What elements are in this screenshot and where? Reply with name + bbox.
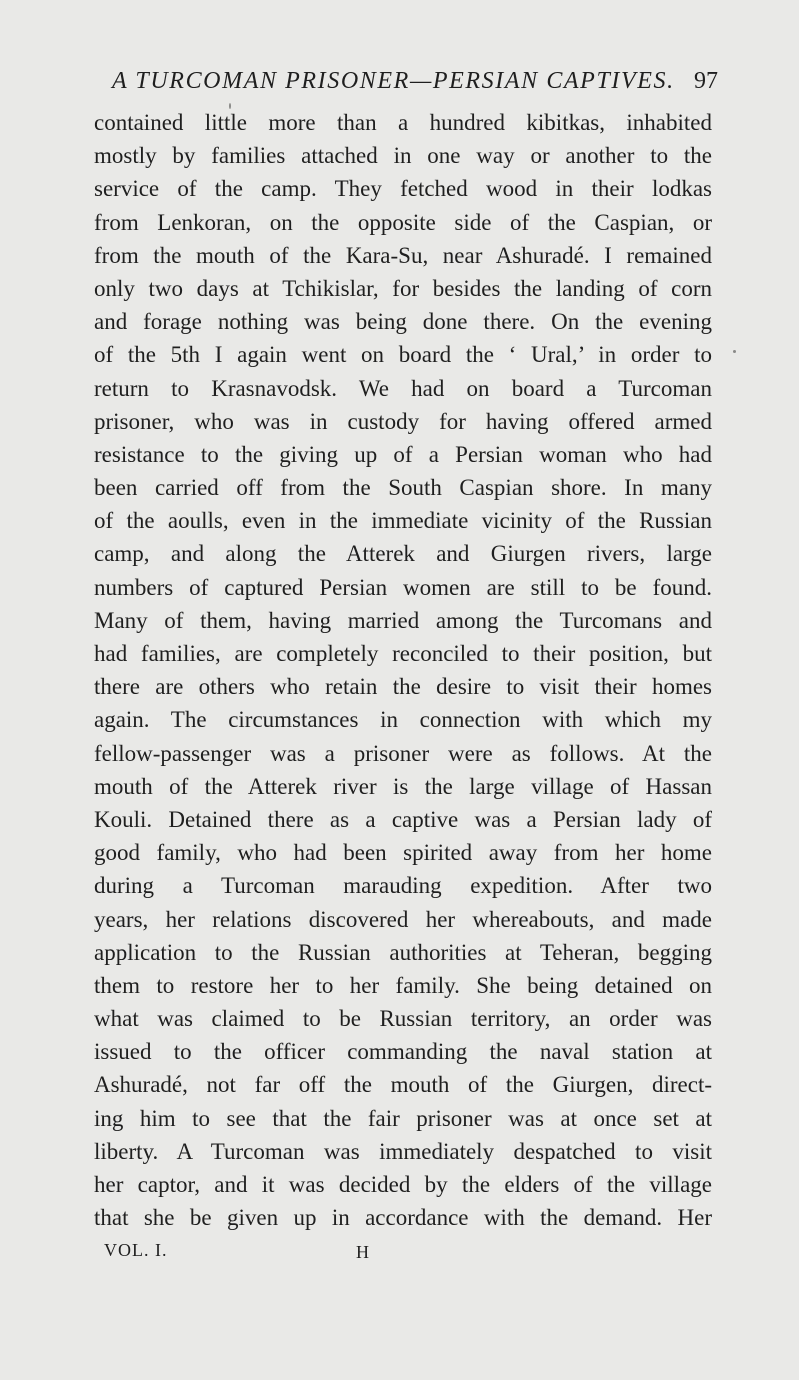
text-line: return to Krasnavodsk. We had on board a Turcoman [94,375,712,401]
text-line: service of the camp. They fetched wood in their lodkas [94,176,712,202]
text-line: years, her relations discovered her whereabouts, and made [94,906,712,932]
text-line: contained little more than a hundred kibitkas, inhabited [94,110,712,135]
text-line: and forage nothing was being done there. On the evening [94,309,712,335]
running-head: A TURCOMAN PRISONER—PERSIAN CAPTIVES. [112,68,675,94]
text-line: had families, are completely reconciled to their position, but [94,641,712,666]
text-line: mostly by families attached in one way or another to the [94,143,712,169]
text-line: been carried off from the South Caspian shore. In many [94,475,712,501]
paper-speck [229,103,231,109]
text-line: resistance to the giving up of a Persian woman who had [94,441,712,467]
text-line: there are others who retain the desire to visit their homes [94,674,712,700]
text-line: camp, and along the Atterek and Giurgen rivers, large [94,541,712,567]
text-line: only two days at Tchikislar, for besides the landing of corn [94,275,712,301]
text-line: Many of them, having married among the Turcomans and [94,607,712,633]
text-line: from Lenkoran, on the opposite side of the Caspian, or [94,209,712,235]
text-line: that she be given up in accordance with the demand. Her [94,1205,712,1231]
signature-mark: H [356,1242,369,1262]
text-line: mouth of the Atterek river is the large village of Hassan [94,773,712,799]
text-line: from the mouth of the Kara-Su, near Ashuradé. I remained [94,242,712,268]
text-line: Ashuradé, not far off the mouth of the Giurgen, direct- [94,1072,712,1098]
text-line: what was claimed to be Russian territory, an order was [94,1006,712,1032]
paper-speck [733,350,736,353]
text-line: prisoner, who was in custody for having offered armed [94,408,712,434]
text-line: issued to the officer commanding the naval station at [94,1039,712,1065]
text-line: them to restore her to her family. She being detained on [94,972,712,998]
text-line: of the aoulls, even in the immediate vicinity of the Russian [94,508,712,534]
text-line: ing him to see that the fair prisoner was at once set at [94,1105,712,1131]
text-line: during a Turcoman marauding expedition. After two [94,873,712,899]
volume-mark: VOL. I. [104,1240,168,1260]
body-text [94,106,712,1234]
text-line: of the 5th I again went on board the ‘ Ural,’ in order to [94,342,712,368]
text-line: again. The circumstances in connection with which my [94,707,712,733]
text-line: fellow-passenger was a prisoner were as follows. At the [94,740,712,766]
page-number: 97 [694,68,718,94]
text-line: good family, who had been spirited away from her home [94,840,712,866]
page-footer [104,1240,404,1270]
text-line: liberty. A Turcoman was immediately despatched to visit [94,1138,712,1164]
text-line: Kouli. Detained there as a captive was a Persian lady of [94,806,712,832]
text-line: application to the Russian authorities at Teheran, begging [94,939,712,965]
page-header [112,64,718,104]
text-line: numbers of captured Persian women are still to be found. [94,574,712,600]
text-line: her captor, and it was decided by the elders of the village [94,1172,712,1197]
